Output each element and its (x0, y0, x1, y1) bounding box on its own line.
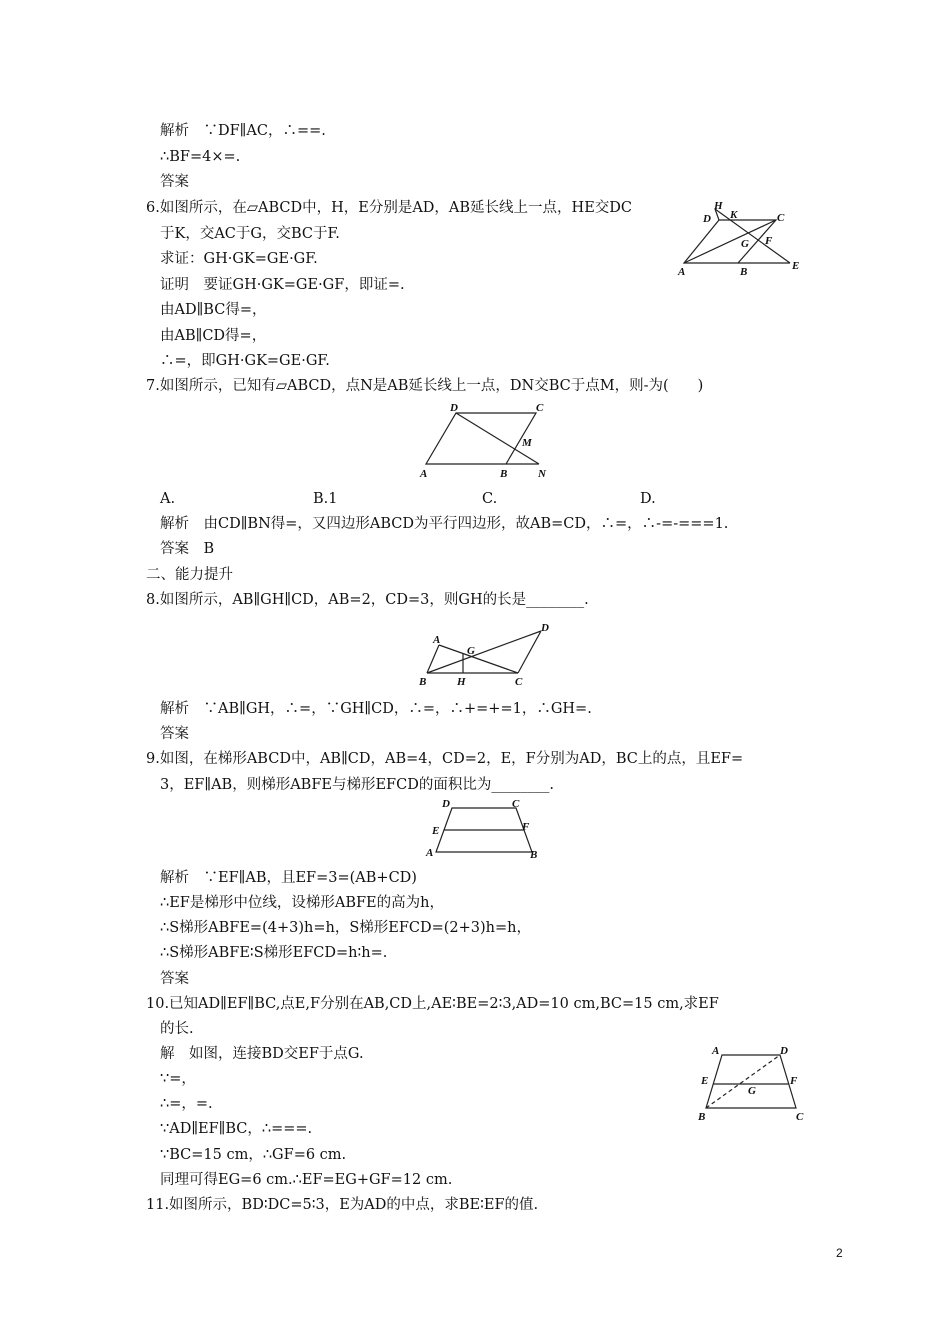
fig7-label-c: C (536, 402, 544, 414)
fig10-label-g: G (748, 1085, 756, 1097)
line-7: 证明 要证GH·GK=GE·GF，即证=. (160, 277, 405, 293)
fig6-label-e: E (792, 260, 800, 272)
fig6-label-a: A (678, 266, 686, 278)
fig9-label-d: D (442, 798, 450, 810)
figure-6-parallelogram (670, 196, 820, 280)
figure-10-trapezoid (694, 1042, 814, 1124)
fig6-label-d: D (703, 213, 711, 225)
fig9-label-e: E (432, 825, 440, 837)
line-20: 解析 ∵EF∥AB，且EF=3=(AB+CD) (160, 870, 417, 886)
figure-8-crossed-lines (415, 619, 560, 691)
fig10-label-c: C (796, 1111, 804, 1123)
line-15: 8.如图所示，AB∥GH∥CD，AB=2，CD=3，则GH的长是________. (146, 592, 589, 608)
fig6-label-b: B (740, 266, 748, 278)
fig8-label-g: G (467, 645, 475, 657)
fig7-label-a: A (420, 468, 428, 480)
fig10-label-d: D (780, 1045, 788, 1057)
line-25: 10.已知AD∥EF∥BC,点E,F分别在AB,CD上,AE∶BE=2∶3,AD=10 cm,BC=15 cm,求EF (146, 996, 719, 1012)
line-11: 7.如图所示，已知有▱ABCD，点N是AB延长线上一点，DN交BC于点M，则-为( ) (146, 378, 704, 394)
fig8-label-h: H (457, 676, 466, 688)
fig10-label-e: E (701, 1075, 709, 1087)
fig10-label-b: B (698, 1111, 706, 1123)
option-b: B.1 (313, 491, 338, 507)
fig8-label-b: B (419, 676, 427, 688)
fig8-label-a: A (433, 634, 441, 646)
fig9-label-a: A (426, 847, 434, 859)
line-22: ∴S梯形ABFE=(4+3)h=h，S梯形EFCD=(2+3)h=h， (160, 920, 532, 936)
line-19: 3，EF∥AB，则梯形ABFE与梯形EFCD的面积比为________. (160, 777, 554, 793)
fig6-label-g: G (741, 238, 749, 250)
line-33: 11.如图所示，BD∶DC=5∶3，E为AD的中点，求BE∶EF的值. (146, 1197, 539, 1213)
option-c: C. (482, 491, 498, 507)
line-9: 由AB∥CD得=， (160, 328, 267, 344)
line-4: 6.如图所示，在▱ABCD中，H，E分别是AD，AB延长线上一点，HE交DC (146, 200, 633, 216)
fig6-label-k: K (730, 209, 738, 221)
line-3: 答案 (160, 174, 189, 190)
line-12: 解析 由CD∥BN得=，又四边形ABCD为平行四边形，故AB=CD，∴=，∴-=-===1. (160, 516, 729, 532)
line-18: 9.如图，在梯形ABCD中，AB∥CD，AB=4，CD=2，E，F分别为AD，BC上的点，且EF= (146, 751, 744, 767)
line-27: 解 如图，连接BD交EF于点G. (160, 1046, 364, 1062)
fig9-label-c: C (512, 798, 520, 810)
figure-9-trapezoid (424, 797, 549, 861)
line-10: ∴=，即GH·GK=GE·GF. (160, 353, 330, 369)
figure-7-parallelogram (414, 398, 554, 482)
fig10-label-f: F (790, 1075, 798, 1087)
fig7-label-b: B (500, 468, 508, 480)
line-32: 同理可得EG=6 cm.∴EF=EG+GF=12 cm. (160, 1172, 453, 1188)
fig6-label-h: H (714, 200, 723, 212)
fig7-label-m: M (522, 437, 532, 449)
line-14: 二、能力提升 (146, 567, 233, 583)
fig8-label-d: D (541, 622, 549, 634)
fig9-label-f: F (522, 821, 530, 833)
page-number: 2 (836, 1246, 843, 1260)
option-d: D. (640, 491, 656, 507)
fig6-label-f: F (765, 235, 773, 247)
line-17: 答案 (160, 726, 189, 742)
line-16: 解析 ∵AB∥GH，∴=，∵GH∥CD，∴=，∴+=+=1，∴GH=. (160, 701, 592, 717)
line-23: ∴S梯形ABFE∶S梯形EFCD=h∶h=. (160, 945, 388, 961)
line-2: ∴BF=4×=. (160, 149, 241, 165)
fig7-label-d: D (450, 402, 458, 414)
line-24: 答案 (160, 971, 189, 987)
line-13: 答案 B (160, 541, 215, 557)
option-a: A. (160, 491, 176, 507)
line-5: 于K，交AC于G，交BC于F. (160, 226, 340, 242)
line-30: ∵AD∥EF∥BC，∴===. (160, 1121, 313, 1137)
line-21: ∴EF是梯形中位线，设梯形ABFE的高为h， (160, 895, 444, 911)
line-29: ∴=，=. (160, 1096, 213, 1112)
fig9-label-b: B (530, 849, 538, 861)
fig8-label-c: C (515, 676, 523, 688)
line-31: ∵BC=15 cm，∴GF=6 cm. (160, 1147, 347, 1163)
line-28: ∵=， (160, 1071, 196, 1087)
line-1: 解析 ∵DF∥AC，∴==. (160, 123, 326, 139)
fig10-label-a: A (712, 1045, 720, 1057)
fig6-label-c: C (777, 212, 785, 224)
fig7-label-n: N (538, 468, 546, 480)
line-6: 求证：GH·GK=GE·GF. (160, 251, 318, 267)
line-8: 由AD∥BC得=， (160, 302, 267, 318)
line-26: 的长. (160, 1021, 194, 1037)
